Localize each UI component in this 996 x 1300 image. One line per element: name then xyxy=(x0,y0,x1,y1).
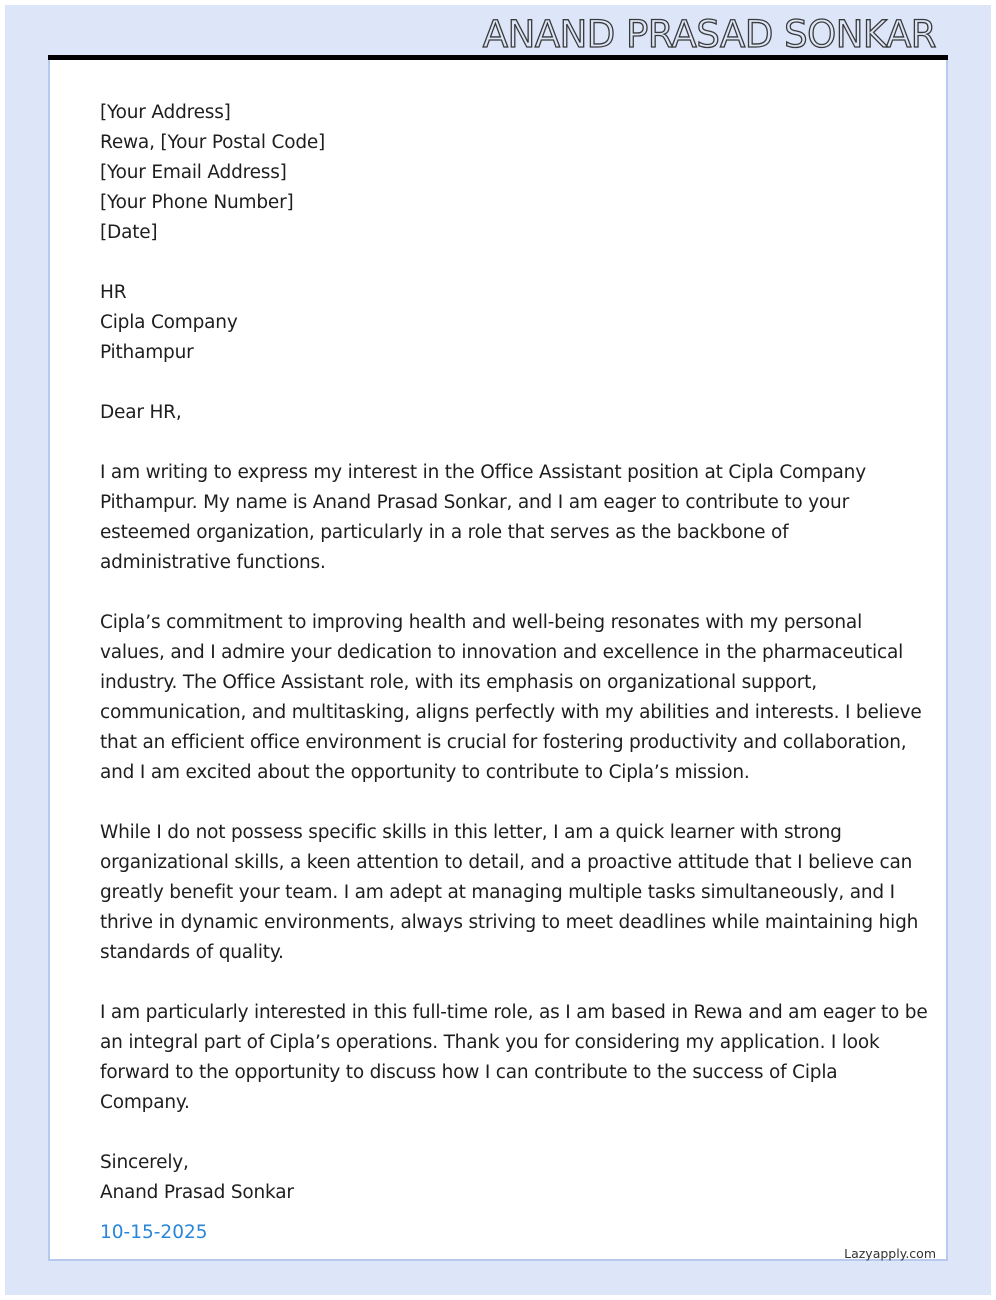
cover-letter-body xyxy=(100,98,928,1208)
paragraph-line: Pithampur. My name is Anand Prasad Sonkar, and I am eager to contribute to your xyxy=(100,492,849,513)
paragraph-closing xyxy=(100,998,928,1118)
paragraph-skills xyxy=(100,818,919,968)
letter-date: 10-15-2025 xyxy=(100,1222,208,1243)
paragraph-line: values, and I admire your dedication to innovation and excellence in the pharmaceutical xyxy=(100,642,904,663)
watermark-text: Lazyapply.com xyxy=(844,1246,936,1261)
paragraph-line: standards of quality. xyxy=(100,942,284,963)
paragraph-line: organizational skills, a keen attention to detail, and a proactive attitude that I believe can xyxy=(100,852,913,873)
paragraph-line: an integral part of Cipla’s operations. Thank you for considering my application. I look xyxy=(100,1032,880,1053)
paragraph-line: I am writing to express my interest in the Office Assistant position at Cipla Company xyxy=(100,462,866,483)
paragraph-line: industry. The Office Assistant role, with its emphasis on organizational support, xyxy=(100,672,817,693)
sender-city-postal: Rewa, [Your Postal Code] xyxy=(100,132,326,153)
paragraph-line: greatly benefit your team. I am adept at managing multiple tasks simultaneously, and I xyxy=(100,882,895,903)
paragraph-line: Cipla’s commitment to improving health and well-being resonates with my personal xyxy=(100,612,863,633)
recipient-block xyxy=(100,278,900,368)
paragraph-line: thrive in dynamic environments, always striving to meet deadlines while maintaining high xyxy=(100,912,919,933)
applicant-name-heading: ANAND PRASAD SONKAR xyxy=(482,13,936,56)
paragraph-company-values xyxy=(100,608,922,788)
paragraph-line: esteemed organization, particularly in a role that serves as the backbone of xyxy=(100,522,789,543)
paragraph-intro xyxy=(100,458,900,578)
sender-phone: [Your Phone Number] xyxy=(100,192,294,213)
signature-block xyxy=(100,1148,900,1208)
paragraph-line: and I am excited about the opportunity to contribute to Cipla’s mission. xyxy=(100,762,750,783)
paragraph-line: I am particularly interested in this full-time role, as I am based in Rewa and am eager to be xyxy=(100,1002,928,1023)
paragraph-line: While I do not possess specific skills in this letter, I am a quick learner with strong xyxy=(100,822,842,843)
recipient-title: HR xyxy=(100,282,127,303)
recipient-company: Cipla Company xyxy=(100,312,238,333)
salutation: Dear HR, xyxy=(100,402,182,423)
sender-block xyxy=(100,98,900,248)
paragraph-line: Company. xyxy=(100,1092,190,1113)
signature-name: Anand Prasad Sonkar xyxy=(100,1182,294,1203)
sender-address: [Your Address] xyxy=(100,102,231,123)
paragraph-line: that an efficient office environment is crucial for fostering productivity and collaboration, xyxy=(100,732,907,753)
paragraph-line: communication, and multitasking, aligns perfectly with my abilities and interests. I believe xyxy=(100,702,922,723)
paragraph-line: forward to the opportunity to discuss how I can contribute to the success of Cipla xyxy=(100,1062,838,1083)
paragraph-line: administrative functions. xyxy=(100,552,326,573)
valediction: Sincerely, xyxy=(100,1152,189,1173)
sender-date: [Date] xyxy=(100,222,158,243)
recipient-location: Pithampur xyxy=(100,342,194,363)
sender-email: [Your Email Address] xyxy=(100,162,287,183)
